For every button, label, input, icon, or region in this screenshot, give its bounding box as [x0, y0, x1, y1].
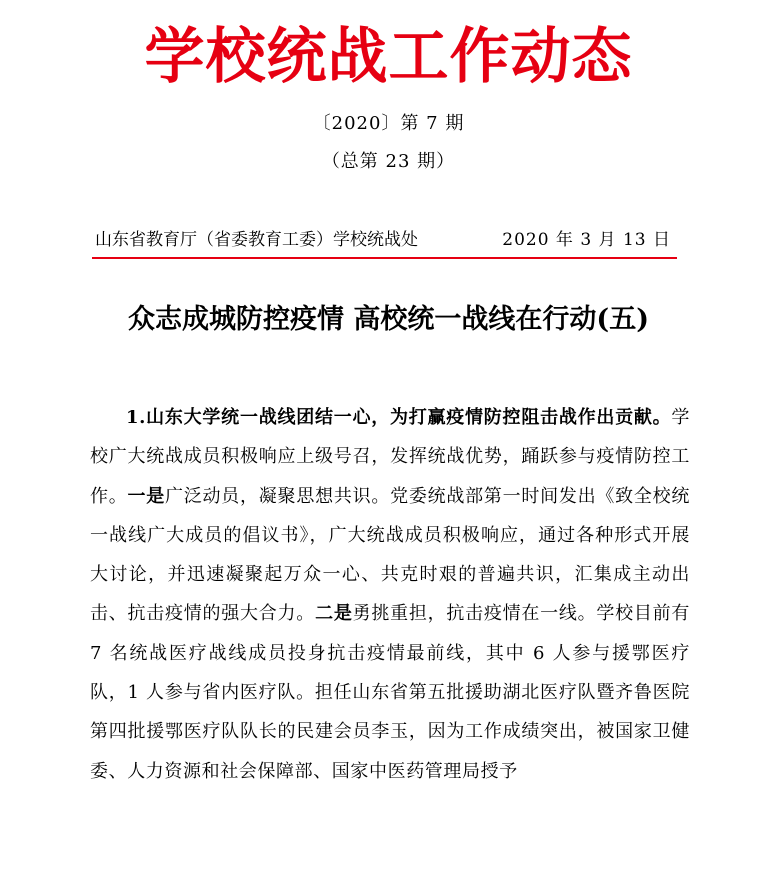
publisher-row	[95, 226, 675, 254]
article-title: 众志成城防控疫情 高校统一战线在行动(五)	[128, 304, 649, 335]
point-label-two: 二是	[315, 603, 353, 625]
paragraph-text: 学校广大统战成员积极响应上级号召，发挥统战优势，踊跃参与疫情防控工作。	[90, 407, 690, 507]
issue-number: 〔2020〕第 7 期	[312, 113, 465, 134]
masthead-title: 学校统战工作动态	[144, 22, 633, 92]
paragraph-text: 广泛动员，凝聚思想共识。党委统战部第一时间发出《致全校统一战线广大成员的倡议书》，广大统战成员积极响应，通过各种形式开展大讨论，并迅速凝聚起万众一心、共克时艰的普遍共识，汇集成主动出击、抗击疫情的强大合力。	[90, 485, 691, 625]
total-issue-number: （总第 23 期）	[321, 151, 456, 172]
publisher-name: 山东省教育厅（省委教育工委）学校统战处	[95, 230, 418, 250]
issue-date: 2020 年 3 月 13 日	[502, 230, 671, 250]
paragraph-heading: 1.山东大学统一战线团结一心，为打赢疫情防控阻击战作出贡献。	[126, 407, 672, 428]
header-divider	[92, 257, 677, 259]
paragraph-text: 勇挑重担，抗击疫情在一线。学校目前有 7 名统战医疗战线成员投身抗击疫情最前线，其中 6 人参与援鄂医疗队，1 人参与省内医疗队。担任山东省第五批援助湖北医疗队暨齐鲁医院第四批援鄂医疗队队长的民建会员李玉，因为工作成绩突出，被国家卫健委、人力资源和社会保障部、国家中医药管理局授予	[90, 603, 690, 782]
point-label-one: 一是	[127, 485, 166, 507]
article-paragraph	[90, 398, 690, 791]
